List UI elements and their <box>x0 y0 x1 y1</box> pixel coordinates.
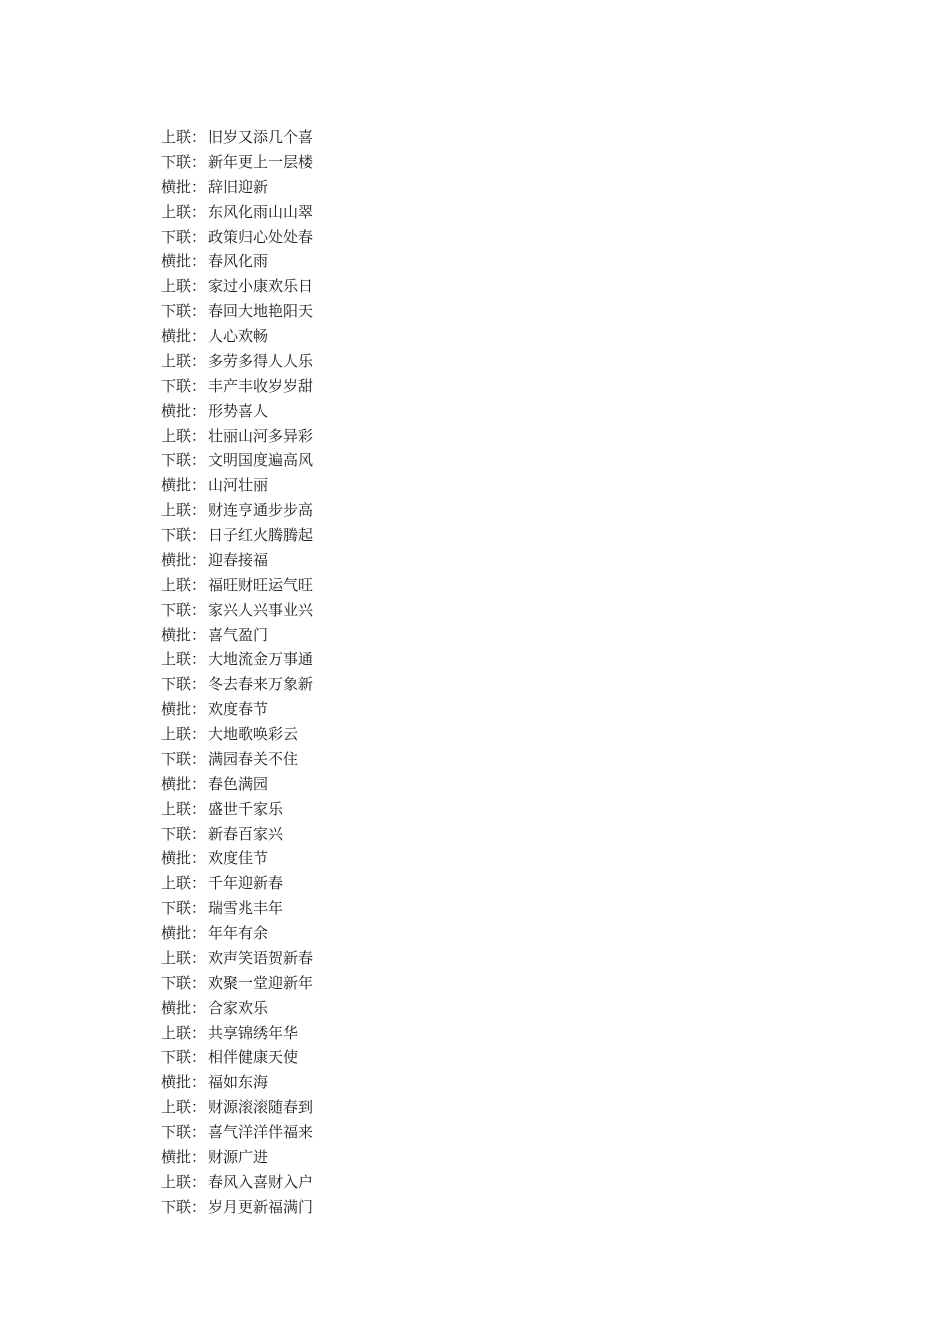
line-text: 辞旧迎新 <box>208 177 269 196</box>
couplet-line <box>161 1045 313 1070</box>
line-text: 文明国度遍高风 <box>208 451 314 470</box>
line-label: 下联： <box>161 227 207 246</box>
couplet-line <box>161 971 313 996</box>
couplet-line <box>161 225 313 250</box>
line-text: 迎春接福 <box>208 550 269 569</box>
line-label: 横批： <box>161 625 207 644</box>
line-label: 横批： <box>161 401 207 420</box>
line-text: 东风化雨山山翠 <box>208 202 314 221</box>
line-text: 财连亨通步步高 <box>208 501 314 520</box>
couplet-line <box>161 200 313 225</box>
line-text: 盛世千家乐 <box>208 799 284 818</box>
line-text: 瑞雪兆丰年 <box>208 899 284 918</box>
line-label: 上联： <box>161 202 207 221</box>
couplet-line <box>161 672 313 697</box>
line-label: 下联： <box>161 899 207 918</box>
line-text: 喜气盈门 <box>208 625 269 644</box>
line-text: 合家欢乐 <box>208 998 269 1017</box>
line-text: 福旺财旺运气旺 <box>208 575 314 594</box>
couplet-line <box>161 349 313 374</box>
line-label: 下联： <box>161 824 207 843</box>
couplet-line <box>161 722 313 747</box>
couplet-line <box>161 1145 313 1170</box>
couplet-line <box>161 1095 313 1120</box>
line-text: 财源广进 <box>208 1147 269 1166</box>
line-label: 上联： <box>161 277 207 296</box>
couplet-line <box>161 598 313 623</box>
couplet-line <box>161 1170 313 1195</box>
couplet-line <box>161 374 313 399</box>
line-text: 人心欢畅 <box>208 327 269 345</box>
line-label: 下联： <box>161 1123 207 1141</box>
line-label: 上联： <box>161 351 207 370</box>
couplet-list <box>161 125 313 1220</box>
line-text: 大地流金万事通 <box>208 650 314 669</box>
line-label: 上联： <box>161 1023 207 1042</box>
couplet-line <box>161 1195 313 1220</box>
line-label: 上联： <box>161 650 207 669</box>
line-label: 下联： <box>161 152 207 171</box>
couplet-line <box>161 996 313 1021</box>
line-label: 上联： <box>161 501 207 520</box>
line-label: 上联： <box>161 725 207 743</box>
couplet-line <box>161 274 313 299</box>
line-label: 上联： <box>161 874 207 893</box>
couplet-line <box>161 623 313 648</box>
couplet-line <box>161 1070 313 1095</box>
line-label: 横批： <box>161 998 207 1017</box>
line-label: 下联： <box>161 973 207 992</box>
couplet-line <box>161 498 313 523</box>
line-label: 下联： <box>161 302 207 321</box>
line-label: 下联： <box>161 526 207 544</box>
line-text: 新春百家兴 <box>208 824 284 843</box>
line-label: 横批： <box>161 849 207 868</box>
line-text: 新年更上一层楼 <box>208 152 314 171</box>
couplet-line <box>161 175 313 200</box>
couplet-line <box>161 921 313 946</box>
line-label: 下联： <box>161 1197 207 1216</box>
line-text: 欢聚一堂迎新年 <box>208 973 314 992</box>
line-text: 欢度佳节 <box>208 849 269 868</box>
couplet-line <box>161 747 313 772</box>
line-label: 横批： <box>161 177 207 196</box>
line-label: 横批： <box>161 550 207 569</box>
line-text: 福如东海 <box>208 1073 269 1092</box>
couplet-line <box>161 324 313 349</box>
couplet-line <box>161 448 313 473</box>
line-label: 横批： <box>161 774 207 793</box>
line-label: 下联： <box>161 675 207 694</box>
line-label: 下联： <box>161 749 207 768</box>
couplet-line <box>161 772 313 797</box>
line-label: 上联： <box>161 799 207 818</box>
line-text: 春色满园 <box>208 774 269 793</box>
couplet-line <box>161 299 313 324</box>
line-text: 欢度春节 <box>208 700 269 719</box>
line-text: 春风入喜财入户 <box>208 1172 314 1191</box>
line-text: 相伴健康天使 <box>208 1048 299 1067</box>
line-label: 上联： <box>161 426 207 445</box>
line-label: 横批： <box>161 700 207 719</box>
couplet-line <box>161 249 313 274</box>
line-label: 上联： <box>161 128 207 146</box>
couplet-line <box>161 946 313 971</box>
line-text: 多劳多得人人乐 <box>208 351 314 370</box>
line-text: 欢声笑语贺新春 <box>208 948 314 967</box>
line-label: 下联： <box>161 1048 207 1067</box>
line-text: 旧岁又添几个喜 <box>208 128 314 146</box>
line-label: 下联： <box>161 451 207 470</box>
line-text: 壮丽山河多异彩 <box>208 426 314 445</box>
line-text: 冬去春来万象新 <box>208 675 314 694</box>
line-text: 财源滚滚随春到 <box>208 1098 314 1117</box>
line-label: 横批： <box>161 924 207 942</box>
couplet-line <box>161 548 313 573</box>
line-label: 横批： <box>161 1073 207 1092</box>
line-text: 春回大地艳阳天 <box>208 302 314 321</box>
line-text: 千年迎新春 <box>208 874 284 893</box>
couplet-line <box>161 473 313 498</box>
line-label: 下联： <box>161 600 207 619</box>
line-text: 山河壮丽 <box>208 476 269 495</box>
line-text: 大地歌唤彩云 <box>208 725 299 743</box>
couplet-line <box>161 150 313 175</box>
couplet-line <box>161 1120 313 1145</box>
line-label: 横批： <box>161 252 207 271</box>
line-text: 形势喜人 <box>208 401 269 420</box>
line-text: 丰产丰收岁岁甜 <box>208 376 314 395</box>
line-text: 年年有余 <box>208 924 269 942</box>
couplet-line <box>161 399 313 424</box>
couplet-line <box>161 1021 313 1046</box>
couplet-line <box>161 647 313 672</box>
line-text: 春风化雨 <box>208 252 269 271</box>
line-label: 横批： <box>161 1147 207 1166</box>
line-text: 家过小康欢乐日 <box>208 277 314 296</box>
line-label: 上联： <box>161 948 207 967</box>
couplet-line <box>161 125 313 150</box>
line-text: 岁月更新福满门 <box>208 1197 314 1216</box>
line-text: 喜气洋洋伴福来 <box>208 1123 314 1141</box>
line-label: 横批： <box>161 476 207 495</box>
line-text: 满园春关不住 <box>208 749 299 768</box>
line-text: 日子红火腾腾起 <box>208 526 314 544</box>
line-label: 上联： <box>161 1098 207 1117</box>
line-label: 上联： <box>161 575 207 594</box>
couplet-line <box>161 797 313 822</box>
couplet-line <box>161 822 313 847</box>
couplet-line <box>161 573 313 598</box>
couplet-line <box>161 424 313 449</box>
line-text: 政策归心处处春 <box>208 227 314 246</box>
line-text: 家兴人兴事业兴 <box>208 600 314 619</box>
line-label: 下联： <box>161 376 207 395</box>
couplet-line <box>161 846 313 871</box>
couplet-line <box>161 697 313 722</box>
couplet-line <box>161 896 313 921</box>
line-text: 共享锦绣年华 <box>208 1023 299 1042</box>
couplet-line <box>161 871 313 896</box>
line-label: 横批： <box>161 327 207 345</box>
line-label: 上联： <box>161 1172 207 1191</box>
couplet-line <box>161 523 313 548</box>
